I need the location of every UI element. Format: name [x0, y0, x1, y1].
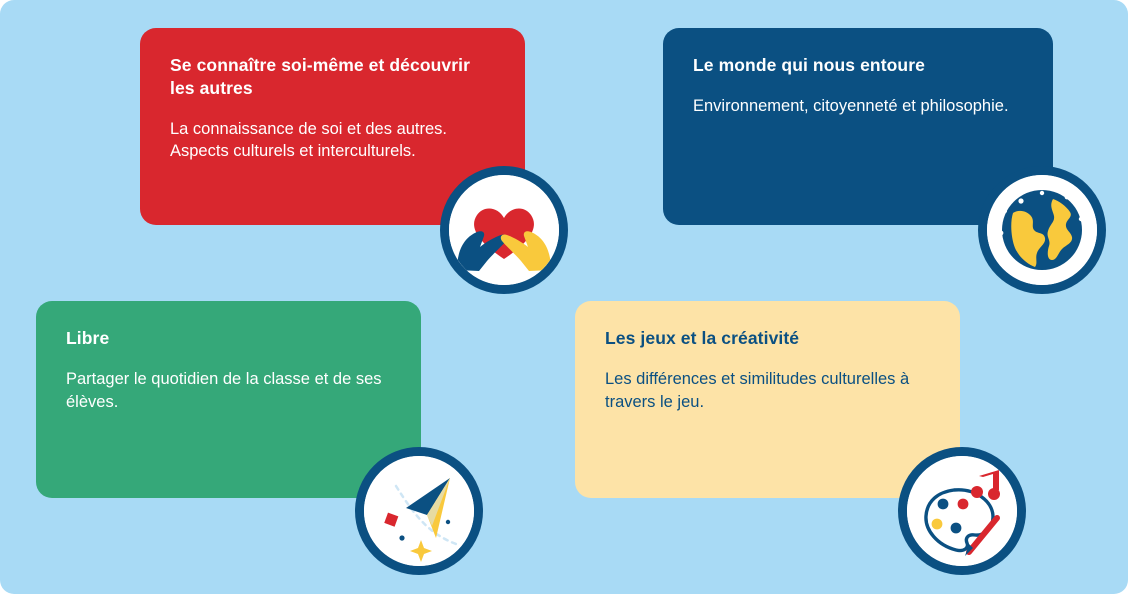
hands-heart-icon: [440, 166, 568, 294]
card-body: Les différences et similitudes culturelles à travers le jeu.: [605, 369, 910, 411]
paper-plane-icon: [355, 447, 483, 575]
card-title: Libre: [66, 328, 110, 348]
card-title: Le monde qui nous entoure: [693, 55, 925, 75]
card-title: Se connaître soi-même et découvrir les autres: [170, 55, 471, 98]
globe-icon: [978, 166, 1106, 294]
card-body: Partager le quotidien de la classe et de ses élèves.: [66, 369, 382, 411]
card-body: Environnement, citoyenneté et philosophie.: [693, 96, 1009, 115]
card-libre[interactable]: [36, 301, 421, 498]
card-title: Les jeux et la créativité: [605, 328, 800, 348]
card-les-jeux-et-la-creativite[interactable]: [575, 301, 960, 498]
card-body: La connaissance de soi et des autres. Aspects culturels et interculturels.: [170, 119, 448, 161]
paint-palette-icon: [898, 447, 1026, 575]
